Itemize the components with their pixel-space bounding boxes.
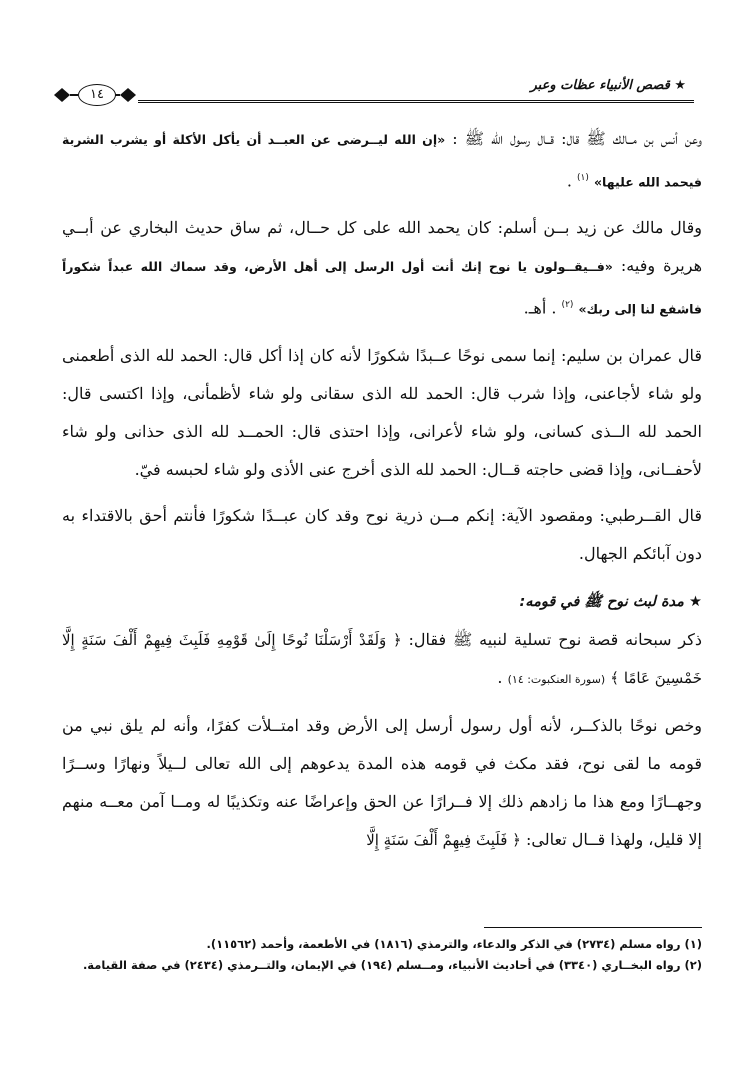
running-title	[527, 78, 691, 93]
footnote-mark-2: (٢)	[561, 300, 574, 311]
footnote-1: (١) رواه مسلم (٢٧٣٤) في الذكر والدعاء، والترمذي (١٨١٦) في الأطعمة، وأحمد (١١٥٦٢).	[206, 937, 702, 951]
ayah-reference: (سورة العنكبوت: ١٤)	[507, 672, 606, 686]
paragraph-anas	[62, 120, 702, 201]
section-heading	[62, 587, 702, 617]
ayah-ankabut: ﴿ وَلَقَدْ أَرْسَلْنَا نُوحًا إِلَىٰ قَوْمِهِ فَلَبِثَ فِيهِمْ أَلْفَ سَنَةٍ إِلَّا خَمْسِينَ عَامًا ﴾	[62, 630, 702, 687]
running-title-text: قصص الأنبياء عظات وعبر	[530, 78, 670, 93]
paragraph-anas-end: .	[566, 171, 572, 191]
paragraph-malik-end: . أهـ.	[523, 298, 557, 318]
paragraph-story	[62, 621, 702, 699]
ayah-continued: ﴿ فَلَبِثَ فِيهِمْ أَلْفَ سَنَةٍ إِلَّا	[366, 830, 521, 849]
paragraph-nuh-text: وخص نوحًا بالذكــر، لأنه أول رسول أرسل إلى الأرض وقد امتــلأت كفرًا، وأنه لم يلق نبي من قومه ما لقى نوح، فقد مكث في قومه هذه المدة يدعوهم إلى الله تعالى لــيلاً ونهارًا وســرًا وجهــارًا ومع هذا ما زادهم ذلك إلا فــرارًا عن الحق وإعراضًا عنه وتكذيبًا له ومــا آمن معــه منهم إلا قليل، ولهذا قــال تعالى:	[62, 715, 702, 849]
header-star: ★	[674, 78, 686, 93]
paragraph-imran: قال عمران بن سليم: إنما سمى نوحًا عــبدًا شكورًا لأنه كان إذا أكل قال: الحمد لله الذى أطعمنى ولو شاء لأجاعنى، وإذا شرب قال: الحمد لله الذى سقانى ولو شاء لأظمأنى، وإذا اكتسى قال: الحمد لله الــذى كسانى، ولو شاء لأعرانى، وإذا احتذى قال: الحمــد لله الذى حذانى ولو شاء لأحفــانى، وإذا قضى حاجته قــال: الحمد لله الذى أخرج عنى الأذى ولو شاء لحبسه فيّ.	[62, 345, 703, 479]
footnote-2: (٢) رواه البخــاري (٣٣٤٠) في أحاديث الأنبياء، ومــسلم (١٩٤) في الإيمان، والتــرمذي (٢٤٣٤) في صفة القيامة.	[82, 958, 702, 972]
paragraph-story-lead: ذكر سبحانه قصة نوح تسلية لنبيه ﷺ فقال:	[408, 629, 702, 649]
paragraph-malik-lead: وقال مالك عن زيد بــن أسلم: كان يحمد الله على كل حــال، ثم ساق حديث البخاري عن أبــي هريرة وفيه:	[62, 218, 703, 276]
page-number-ornament	[52, 82, 138, 108]
section-heading-text: مدة لبث نوح ﷺ في قومه:	[519, 593, 684, 610]
main-text	[62, 120, 702, 859]
hadith-quote-2: «فــيقــولون يا نوح إنك أنت أول الرسل إلى أهل الأرض، وقد سماك الله عبداً شكوراً فاشفع لنا إلى ربك»	[62, 259, 702, 317]
footnotes	[56, 934, 702, 976]
paragraph-qurtubi: قال القــرطبي: ومقصود الآية: إنكم مــن ذرية نوح وقد كان عبــدًا شكورًا فأنتم أحق بالاقتداء به دون آبائكم الجهال.	[62, 505, 702, 563]
page-header	[48, 76, 694, 110]
paragraph-malik	[62, 209, 702, 328]
paragraph-story-end: .	[497, 667, 503, 687]
header-rule	[138, 100, 694, 103]
hadith-quote-1: «إن الله ليــرضى عن العبــد أن يأكل الأكلة أو يشرب الشربة فيحمد الله عليها»	[62, 132, 702, 190]
page-number: ١٤	[78, 84, 116, 106]
footnote-mark-1: (١)	[577, 173, 589, 183]
section-star: ★	[689, 593, 702, 610]
paragraph-nuh	[62, 707, 702, 859]
footnote-rule	[484, 927, 702, 928]
paragraph-anas-lead: وعن أنس بن مــالك ﷺ قال: قــال رسول الله ﷺ :	[452, 129, 702, 148]
